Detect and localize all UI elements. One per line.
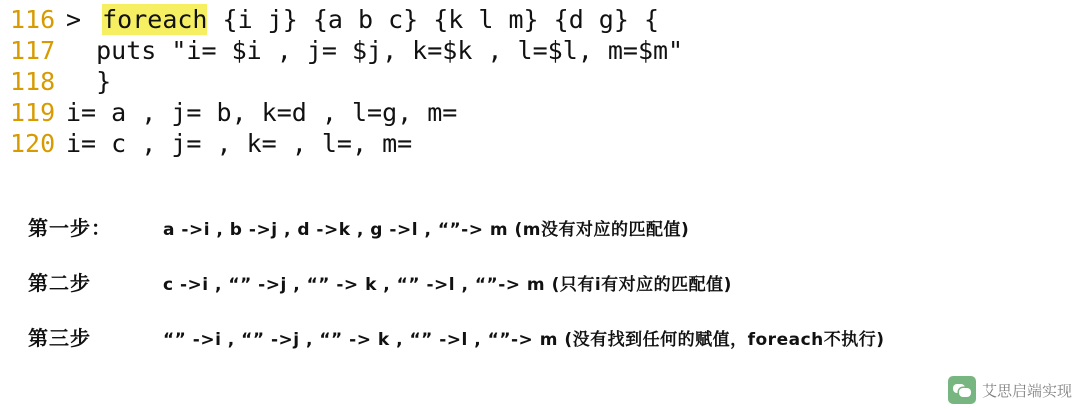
annotation-step-text: “” ->i , “” ->j , “” -> k , “” ->l , “”-> m (没有找到任何的赋值，foreach不执行) [163, 330, 885, 350]
annotation-row [28, 212, 1068, 241]
code-line [10, 128, 1070, 159]
code-line [10, 97, 1070, 128]
annotation-row [28, 267, 1068, 296]
code-line [10, 35, 1070, 66]
line-number: 119 [10, 98, 56, 127]
code-line [10, 66, 1070, 97]
annotation-list [28, 212, 1068, 377]
console-code-block [10, 4, 1070, 159]
annotation-step-text: c ->i , “” ->j , “” -> k , “” ->l , “”-> m (只有i有对应的匹配值) [163, 275, 732, 295]
annotation-step-label: 第三步 [28, 326, 91, 350]
annotation-step-label: 第一步： [28, 216, 112, 240]
line-number: 117 [10, 36, 56, 65]
code-text: i= a , j= b, k=d , l=g, m= [66, 98, 458, 127]
line-number: 120 [10, 129, 56, 158]
annotation-step-text: a ->i , b ->j , d ->k , g ->l , “”-> m (m没有对应的匹配值) [163, 220, 690, 240]
watermark [948, 376, 1072, 404]
code-text: puts "i= $i , j= $j, k=$k , l=$l, m=$m" [66, 36, 684, 65]
line-number: 116 [10, 5, 56, 34]
line-number: 118 [10, 67, 56, 96]
wechat-icon [948, 376, 976, 404]
code-line [10, 4, 1070, 35]
annotation-row [28, 322, 1068, 351]
annotation-step-label: 第二步 [28, 271, 91, 295]
watermark-text: 艾思启端实现 [981, 381, 1072, 400]
prompt-symbol: > [66, 5, 97, 34]
code-text: {i j} {a b c} {k l m} {d g} { [207, 5, 660, 34]
code-text: i= c , j= , k= , l=, m= [66, 129, 413, 158]
highlighted-keyword: foreach [102, 5, 208, 34]
code-text: } [66, 67, 112, 96]
